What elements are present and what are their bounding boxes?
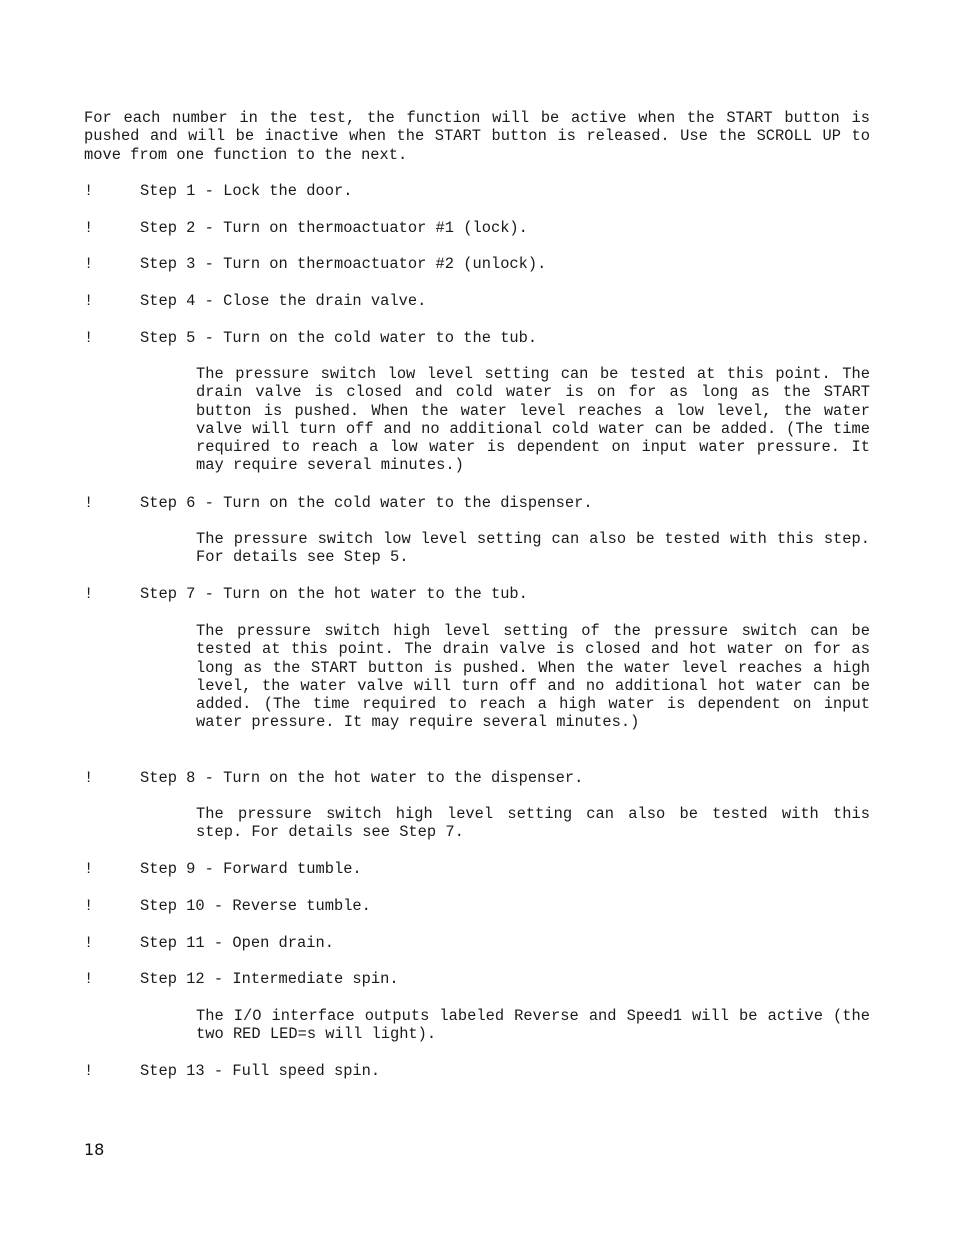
step-label: Step 9 - Forward tumble. (140, 860, 362, 878)
bullet-mark: ! (84, 182, 94, 200)
bullet-mark: ! (84, 1062, 94, 1080)
step-label: Step 10 - Reverse tumble. (140, 897, 371, 915)
step-7 (84, 585, 528, 604)
step-6 (84, 494, 593, 513)
step-3 (84, 255, 547, 274)
bullet-mark: ! (84, 970, 94, 988)
bullet-mark: ! (84, 292, 94, 310)
page-number: 18 (84, 1140, 105, 1159)
step-11 (84, 934, 334, 953)
bullet-mark: ! (84, 860, 94, 878)
step-1 (84, 182, 353, 201)
step-label: Step 4 - Close the drain valve. (140, 292, 427, 310)
step-label: Step 11 - Open drain. (140, 934, 334, 952)
bullet-mark: ! (84, 934, 94, 952)
bullet-mark: ! (84, 897, 94, 915)
step-6-note: The pressure switch low level setting can also be tested with this step. For details see Step 5. (196, 530, 870, 567)
step-2 (84, 219, 528, 238)
step-7-note: The pressure switch high level setting of the pressure switch can be tested at this point. The drain valve is closed and hot water on for as long as the START button is pushed. When the water level reaches a high level, the water valve will turn off and no additional hot water can be added. (The time required to reach a high water is dependent on input water pressure. It may require several minutes.) (196, 622, 870, 732)
intro-paragraph: For each number in the test, the function will be active when the START button is pushed and will be inactive when the START button is released. Use the SCROLL UP to move from one function to the next. (84, 109, 870, 164)
bullet-mark: ! (84, 329, 94, 347)
bullet-mark: ! (84, 769, 94, 787)
step-label: Step 5 - Turn on the cold water to the tub. (140, 329, 538, 347)
step-12 (84, 970, 399, 989)
step-label: Step 2 - Turn on thermoactuator #1 (lock). (140, 219, 528, 237)
step-8-note: The pressure switch high level setting can also be tested with this step. For details see Step 7. (196, 805, 870, 842)
step-12-note: The I/O interface outputs labeled Reverse and Speed1 will be active (the two RED LED=s will light). (196, 1007, 870, 1044)
step-5-note: The pressure switch low level setting can be tested at this point. The drain valve is closed and cold water is on for as long as the START button is pushed. When the water level reaches a low level, the water valve will turn off and no additional cold water can be added. (The time required to reach a low water is dependent on input water pressure. It may require several minutes.) (196, 365, 870, 475)
bullet-mark: ! (84, 219, 94, 237)
step-10 (84, 897, 371, 916)
step-9 (84, 860, 362, 879)
step-label: Step 13 - Full speed spin. (140, 1062, 381, 1080)
step-label: Step 8 - Turn on the hot water to the dispenser. (140, 769, 584, 787)
bullet-mark: ! (84, 255, 94, 273)
step-4 (84, 292, 427, 311)
step-label: Step 6 - Turn on the cold water to the dispenser. (140, 494, 593, 512)
bullet-mark: ! (84, 585, 94, 603)
step-8 (84, 769, 584, 788)
step-label: Step 12 - Intermediate spin. (140, 970, 399, 988)
step-label: Step 7 - Turn on the hot water to the tub. (140, 585, 528, 603)
step-label: Step 1 - Lock the door. (140, 182, 353, 200)
step-13 (84, 1062, 381, 1081)
bullet-mark: ! (84, 494, 94, 512)
step-5 (84, 329, 538, 348)
step-label: Step 3 - Turn on thermoactuator #2 (unlock). (140, 255, 547, 273)
